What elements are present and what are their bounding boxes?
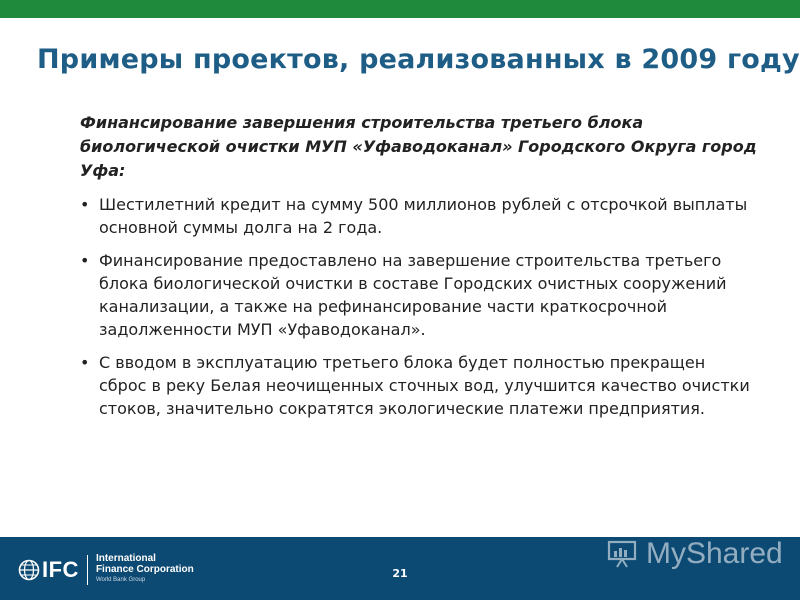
bullet-item bbox=[80, 351, 750, 420]
footer-bar bbox=[0, 537, 800, 600]
bullet-text: Шестилетний кредит на сумму 500 миллионов рублей с отсрочкой выплаты основной суммы долга на 2 года. bbox=[99, 195, 748, 237]
bullet-marker: • bbox=[80, 353, 90, 372]
watermark-text: MyShared bbox=[646, 537, 783, 570]
presentation-board-icon bbox=[606, 539, 640, 569]
slide-subtitle: Финансирование завершения строительства третьего блока биологической очистки МУП «Уфаводоканал» Городского Округа город Уфа: bbox=[80, 113, 757, 180]
org-sub-line: World Bank Group bbox=[95, 577, 146, 583]
page-number: 21 bbox=[392, 567, 408, 580]
ifc-logo-mark: IFC bbox=[42, 556, 79, 582]
globe-icon bbox=[18, 559, 40, 581]
slide-title: Примеры проектов, реализованных в 2009 году bbox=[37, 44, 800, 75]
org-line-1: International bbox=[95, 553, 156, 564]
logo-divider bbox=[87, 555, 88, 585]
top-accent-bar bbox=[0, 0, 800, 18]
watermark bbox=[606, 537, 783, 571]
bullet-marker: • bbox=[80, 251, 90, 270]
bullet-item bbox=[80, 249, 750, 341]
bullet-list bbox=[80, 193, 750, 430]
ifc-org-name bbox=[96, 553, 194, 586]
org-line-2: Finance Corporation bbox=[95, 564, 194, 575]
bullet-text: С вводом в эксплуатацию третьего блока будет полностью прекращен сброс в реку Белая неочищенных сточных вод, улучшится качество очистки стоков, значительно сократятся экологические платежи предприятия. bbox=[99, 353, 750, 418]
bullet-marker: • bbox=[80, 195, 90, 214]
bullet-item bbox=[80, 193, 750, 239]
bullet-text: Финансирование предоставлено на завершение строительства третьего блока биологической очистки в составе Городских очистных сооружений канализации, а также на рефинансирование части краткосрочной задолженности МУП «Уфаводоканал». bbox=[99, 251, 727, 339]
ifc-logo bbox=[18, 553, 194, 586]
